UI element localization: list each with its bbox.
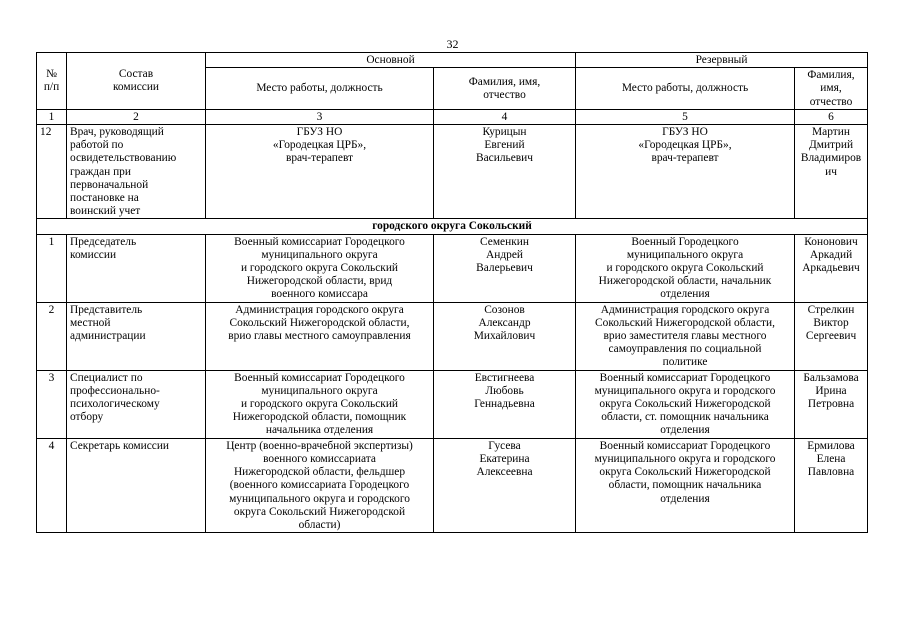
row-main-name: Курицын Евгений Васильевич	[434, 125, 576, 219]
row-main-name: Гусева Екатерина Алексеевна	[434, 438, 576, 532]
col-number: 5	[576, 109, 795, 124]
section-title: городского округа Сокольский	[37, 219, 868, 234]
col-number: 3	[206, 109, 434, 124]
row-num: 2	[37, 302, 67, 370]
col-number: 6	[795, 109, 868, 124]
row-main-workplace: Военный комиссариат Городецкого муниципального округа и городского округа Сокольский Нижегородской области, помощник начальника отделения	[206, 370, 434, 438]
row-main-workplace: ГБУЗ НО «Городецкая ЦРБ», врач-терапевт	[206, 125, 434, 219]
header-workplace-reserve: Место работы, должность	[576, 68, 795, 110]
row-role: Врач, руководящий работой по освидетельствованию граждан при первоначальной постановке на воинский учет	[67, 125, 206, 219]
header-num: № п/п	[37, 53, 67, 110]
row-reserve-workplace: Военный комиссариат Городецкого муниципального округа и городского округа Сокольский Нижегородской области, помощник начальника отделения	[576, 438, 795, 532]
commission-table	[36, 52, 868, 533]
row-main-name: Евстигнеева Любовь Геннадьевна	[434, 370, 576, 438]
header-reserve: Резервный	[576, 53, 868, 68]
row-reserve-workplace: Военный Городецкого муниципального округа и городского округа Сокольский Нижегородской области, начальник отделения	[576, 234, 795, 302]
row-reserve-workplace: Администрация городского округа Сокольский Нижегородской области, врио заместителя главы местного самоуправления по социальной политике	[576, 302, 795, 370]
table-row	[37, 125, 868, 219]
row-num: 3	[37, 370, 67, 438]
row-main-workplace: Центр (военно-врачебной экспертизы) военного комиссариата Нижегородской области, фельдшер (военного комиссариата Городецкого муниципального округа и городского округа Сокольский Нижегородской области)	[206, 438, 434, 532]
row-main-workplace: Администрация городского округа Сокольский Нижегородской области, врио главы местного самоуправления	[206, 302, 434, 370]
row-main-name: Семенкин Андрей Валерьевич	[434, 234, 576, 302]
column-numbers-row	[37, 109, 868, 124]
header-composition: Состав комиссии	[67, 53, 206, 110]
table-row	[37, 302, 868, 370]
row-role: Специалист по профессионально- психологическому отбору	[67, 370, 206, 438]
row-role: Секретарь комиссии	[67, 438, 206, 532]
header-name-reserve: Фамилия, имя, отчество	[795, 68, 868, 110]
row-reserve-name: Бальзамова Ирина Петровна	[795, 370, 868, 438]
row-reserve-name: Кононович Аркадий Аркадьевич	[795, 234, 868, 302]
section-row	[37, 219, 868, 234]
table-row	[37, 370, 868, 438]
row-num: 4	[37, 438, 67, 532]
row-num: 1	[37, 234, 67, 302]
row-reserve-workplace: Военный комиссариат Городецкого муниципального округа и городского округа Сокольский Нижегородской области, ст. помощник начальника отделения	[576, 370, 795, 438]
header-row-1	[37, 53, 868, 68]
row-role: Представитель местной администрации	[67, 302, 206, 370]
header-main: Основной	[206, 53, 576, 68]
col-number: 4	[434, 109, 576, 124]
page-number: 32	[446, 37, 459, 51]
header-name-main: Фамилия, имя, отчество	[434, 68, 576, 110]
row-reserve-name: Мартин Дмитрий Владимиров ич	[795, 125, 868, 219]
row-num: 12	[37, 125, 67, 219]
row-reserve-name: Стрелкин Виктор Сергеевич	[795, 302, 868, 370]
row-reserve-name: Ермилова Елена Павловна	[795, 438, 868, 532]
col-number: 1	[37, 109, 67, 124]
row-main-name: Созонов Александр Михайлович	[434, 302, 576, 370]
col-number: 2	[67, 109, 206, 124]
row-role: Председатель комиссии	[67, 234, 206, 302]
table-row	[37, 234, 868, 302]
row-reserve-workplace: ГБУЗ НО «Городецкая ЦРБ», врач-терапевт	[576, 125, 795, 219]
header-workplace-main: Место работы, должность	[206, 68, 434, 110]
table-row	[37, 438, 868, 532]
row-main-workplace: Военный комиссариат Городецкого муниципального округа и городского округа Сокольский Нижегородской области, врид военного комиссара	[206, 234, 434, 302]
